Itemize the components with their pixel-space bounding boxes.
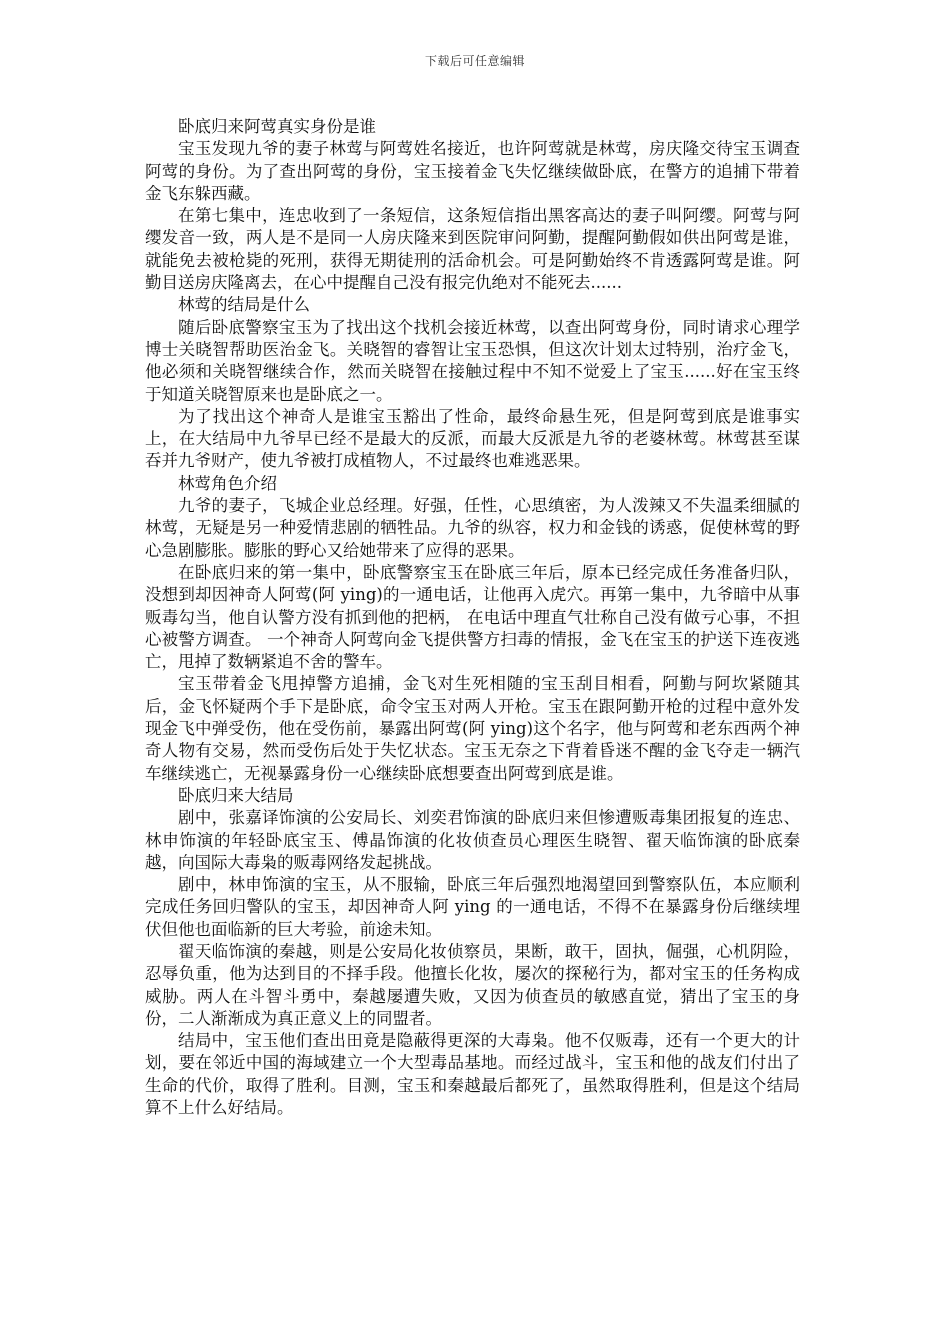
paragraph: 随后卧底警察宝玉为了找出这个找机会接近林莺，以查出阿莺身份，同时请求心理学博士关晓智帮助医治金飞。关晓智的睿智让宝玉恐惧，但这次计划太过特别，治疗金飞，他必须和关晓智继续合作，然而关晓智在接触过程中不知不觉爱上了宝玉......好在宝玉终于知道关晓智原来也是卧底之一。 — [145, 317, 800, 404]
paragraph: 结局中，宝玉他们查出田竟是隐蔽得更深的大毒枭。他不仅贩毒，还有一个更大的计划，要在邻近中国的海域建立一个大型毒品基地。而经过战斗，宝玉和他的战友们付出了生命的代价，取得了胜利。目测，宝玉和秦越最后都死了，虽然取得胜利，但是这个结局算不上什么好结局。 — [145, 1031, 800, 1118]
paragraph: 九爷的妻子，飞城企业总经理。好强，任性，心思缜密，为人泼辣又不失温柔细腻的林莺，无疑是另一种爱情悲剧的牺牲品。九爷的纵容，权力和金钱的诱惑，促使林莺的野心急剧膨胀。膨胀的野心又给她带来了应得的恶果。 — [145, 496, 800, 560]
paragraph: 翟天临饰演的秦越，则是公安局化妆侦察员，果断，敢干，固执，倔强，心机阴险，忍辱负重，他为达到目的不择手段。他擅长化妆，屡次的探秘行为，都对宝玉的任务构成威胁。两人在斗智斗勇中，秦越屡遭失败，又因为侦查员的敏感直觉，猜出了宝玉的身份，二人渐渐成为真正意义上的同盟者。 — [145, 941, 800, 1028]
paragraph: 剧中，林申饰演的宝玉，从不服输，卧底三年后强烈地渴望回到警察队伍，本应顺利完成任务回归警队的宝玉，却因神奇人阿 ying 的一通电话，不得不在暴露身份后继续埋伏但他也面临新的巨大考验，前途未知。 — [145, 875, 800, 939]
section-heading: 卧底归来阿莺真实身份是谁 — [178, 117, 376, 136]
page-header: 下载后可任意编辑 — [424, 54, 525, 68]
paragraph: 宝玉带着金飞甩掉警方追捕，金飞对生死相随的宝玉刮目相看，阿勤与阿坎紧随其后，金飞怀疑两个手下是卧底，命令宝玉对两人开枪。宝玉在跟阿勤开枪的过程中意外发现金飞中弹受伤，他在受伤前，暴露出阿莺(阿 ying)这个名字，他与阿莺和老东西两个神奇人物有交易，然而受伤后处于失忆状态。宝玉无奈之下背着昏迷不醒的金飞夺走一辆汽车继续逃亡，无视暴露身份一心继续卧底想要查出阿莺到底是谁。 — [145, 674, 800, 783]
section-heading: 卧底归来大结局 — [178, 785, 294, 805]
document-body — [145, 116, 800, 1119]
paragraph: 剧中，张嘉译饰演的公安局长、刘奕君饰演的卧底归来但惨遭贩毒集团报复的连忠、林申饰演的年轻卧底宝玉、傅晶饰演的化妆侦查员心理医生晓智、翟天临饰演的卧底秦越，向国际大毒枭的贩毒网络发起挑战。 — [145, 808, 800, 872]
paragraph: 在第七集中，连忠收到了一条短信，这条短信指出黑客高达的妻子叫阿缨。阿莺与阿缨发音一致，两人是不是同一人房庆隆来到医院审问阿勤，提醒阿勤假如供出阿莺是谁，就能免去被枪毙的死刑，获得无期徒刑的活命机会。可是阿勤始终不肯透露阿莺是谁。阿勤目送房庆隆离去，在心中提醒自己没有报完仇绝对不能死去...... — [145, 206, 800, 293]
paragraph: 宝玉发现九爷的妻子林莺与阿莺姓名接近，也许阿莺就是林莺，房庆隆交待宝玉调查阿莺的身份。为了查出阿莺的身份，宝玉接着金飞失忆继续做卧底，在警方的追捕下带着金飞东躲西藏。 — [145, 139, 800, 203]
paragraph: 为了找出这个神奇人是谁宝玉豁出了性命，最终命悬生死，但是阿莺到底是谁事实上，在大结局中九爷早已经不是最大的反派，而最大反派是九爷的老婆林莺。林莺甚至谋吞并九爷财产，使九爷被打成植物人，不过最终也难逃恶果。 — [145, 406, 800, 471]
section-heading: 林莺角色介绍 — [178, 473, 277, 493]
paragraph: 在卧底归来的第一集中，卧底警察宝玉在卧底三年后，原本已经完成任务准备归队，没想到却因神奇人阿莺(阿 ying)的一通电话，让他再入虎穴。再第一集中，九爷暗中从事贩毒勾当，他自认警方没有抓到他的把柄， 在电话中理直气壮称自己没有做亏心事，不担心被警方调查。 一个神奇人阿莺向金飞提供警方扫毒的情报，金飞在宝玉的护送下连夜逃亡，甩掉了数辆紧追不舍的警车。 — [145, 562, 800, 672]
section-heading: 林莺的结局是什么 — [178, 295, 310, 315]
